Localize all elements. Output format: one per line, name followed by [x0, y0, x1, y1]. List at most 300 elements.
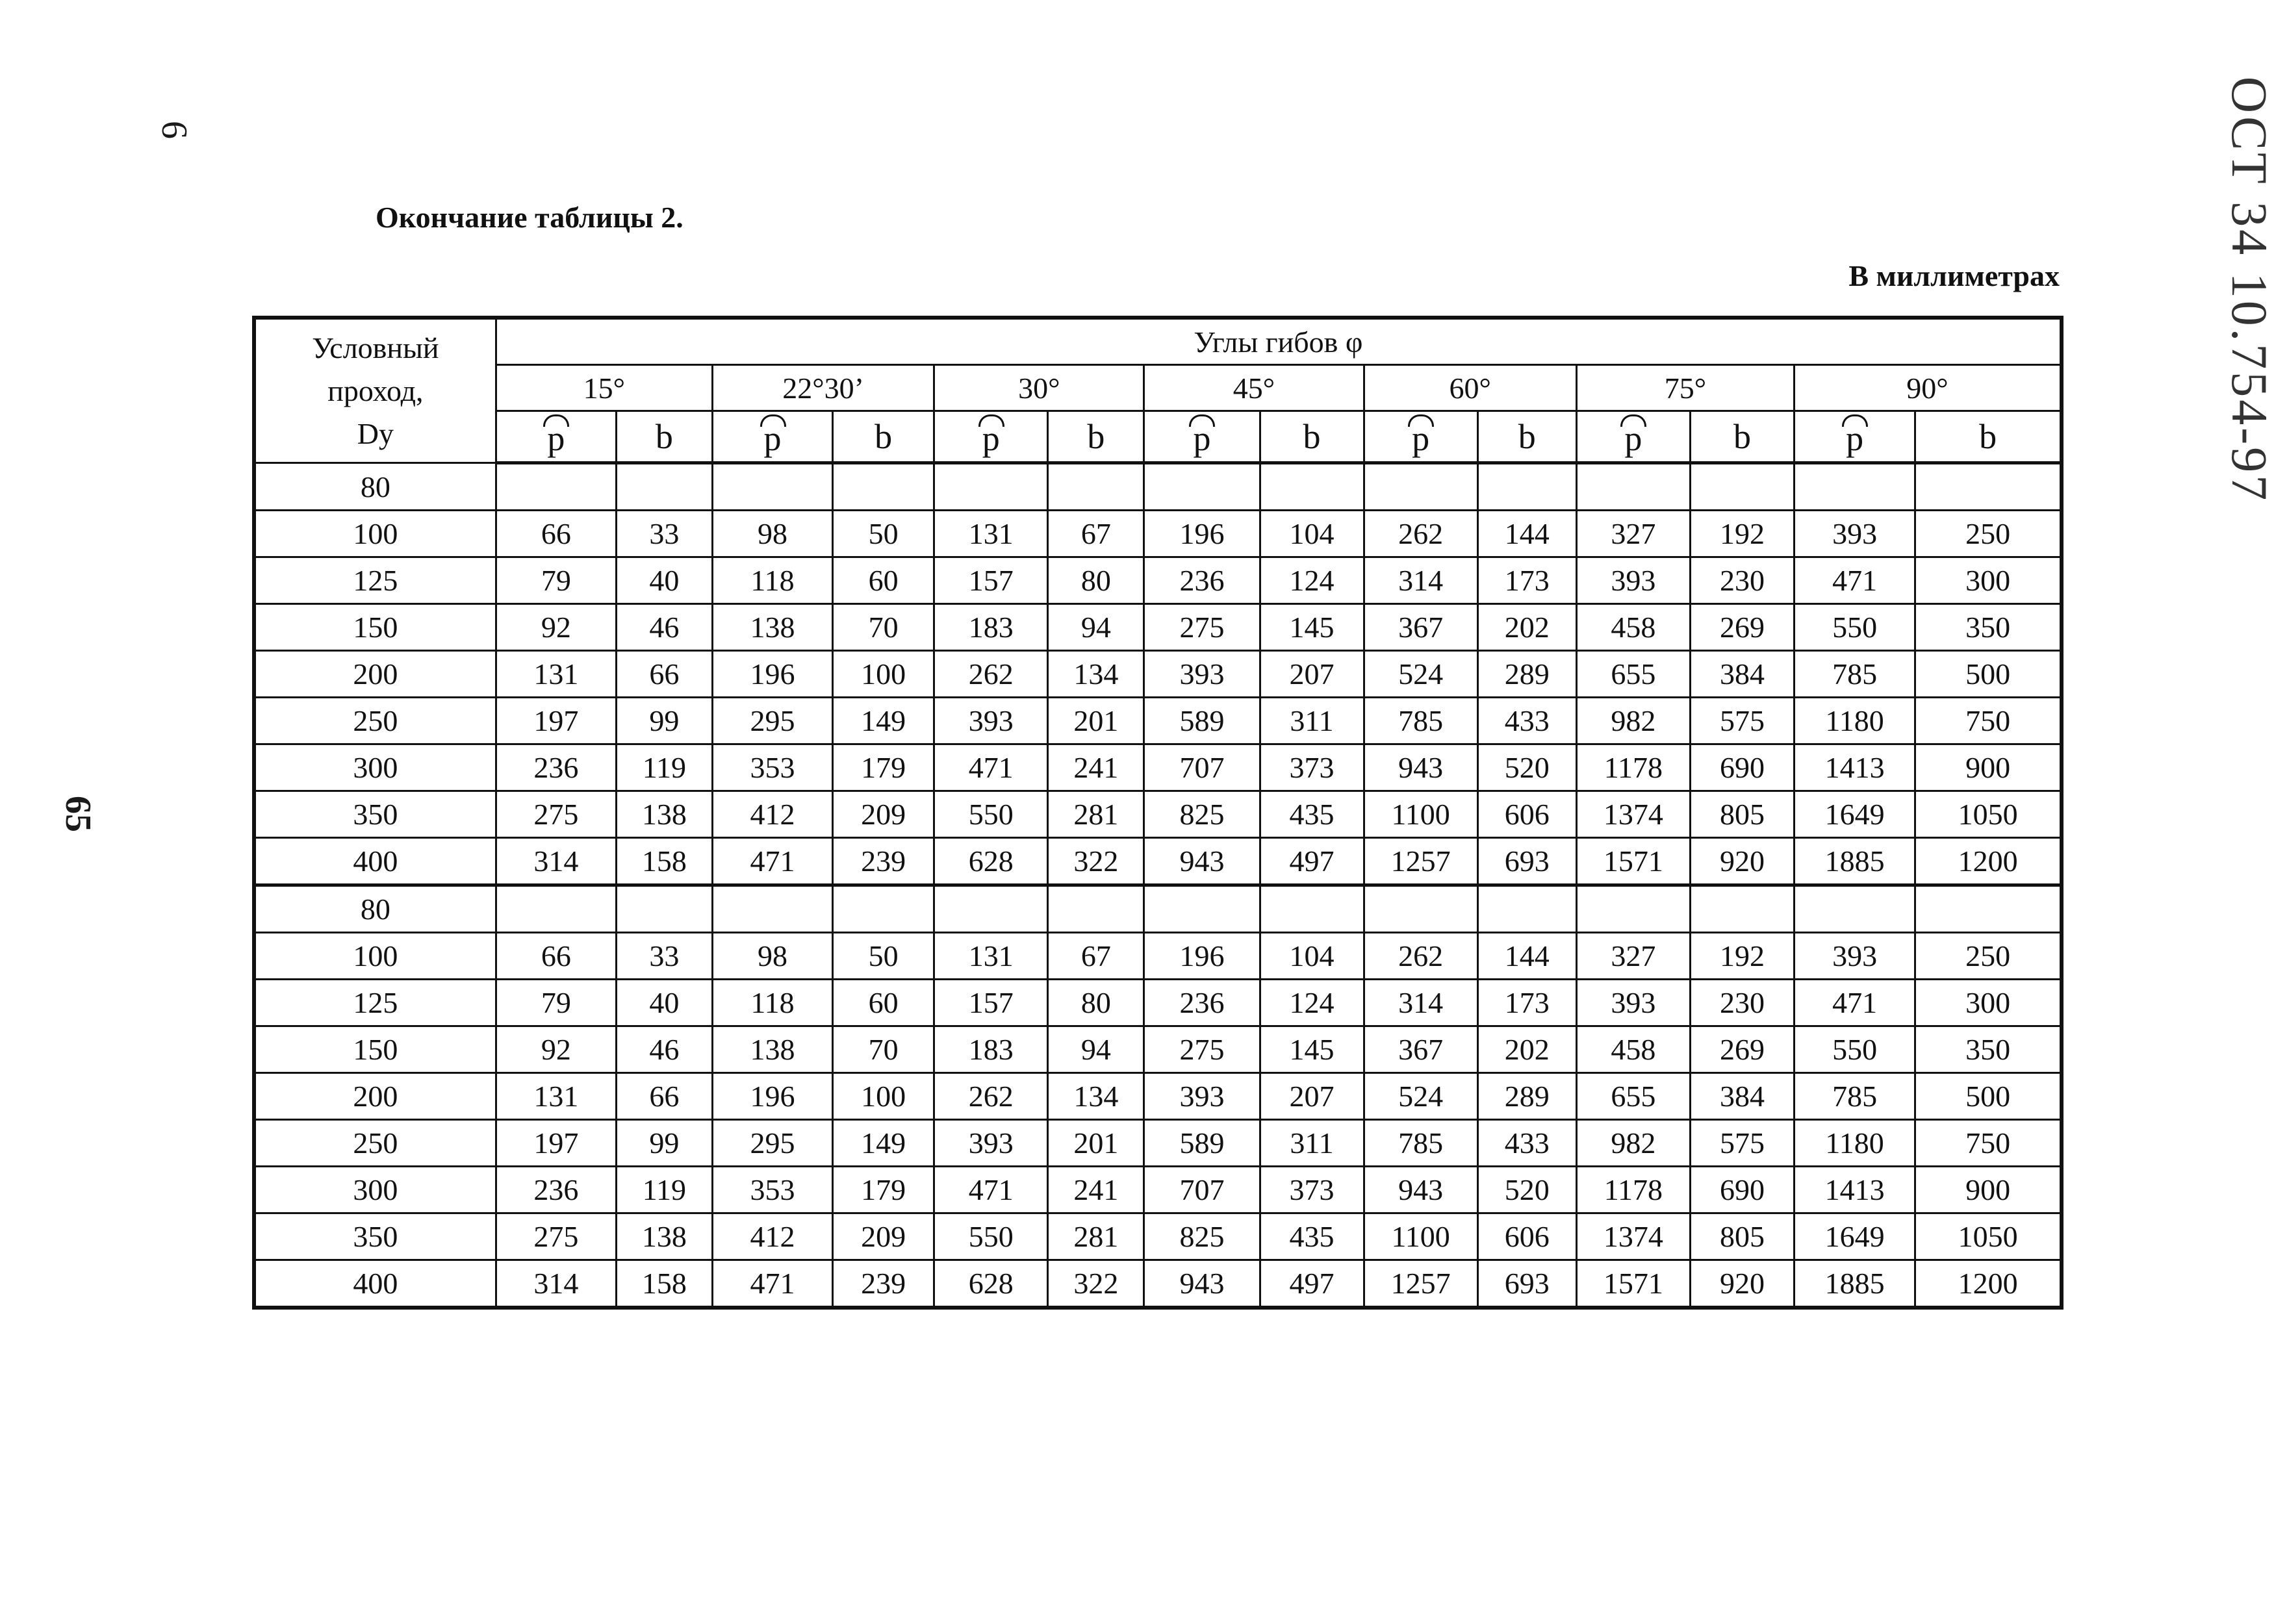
- b-value-cell: 241: [1048, 1167, 1144, 1213]
- dy-cell: 350: [254, 1213, 496, 1260]
- b-value-cell: 750: [1915, 698, 2062, 744]
- arc-length-value-cell: 471: [712, 838, 832, 885]
- table-row: [254, 1026, 2062, 1073]
- table-row: [254, 885, 2062, 933]
- table-row: [254, 651, 2062, 698]
- b-value-cell: 201: [1048, 1120, 1144, 1167]
- angle-header-cell: 75°: [1576, 365, 1794, 411]
- b-value-cell: 1050: [1915, 791, 2062, 838]
- arc-length-value-cell: 196: [712, 1073, 832, 1120]
- b-value-cell: 60: [833, 557, 934, 604]
- dy-cell: 400: [254, 838, 496, 885]
- arc-length-value-cell: 393: [1144, 1073, 1260, 1120]
- b-value-cell: 500: [1915, 651, 2062, 698]
- b-value-cell: 145: [1260, 604, 1364, 651]
- dy-cell: 80: [254, 463, 496, 511]
- b-value-cell: 350: [1915, 604, 2062, 651]
- arc-length-symbol: [1193, 414, 1210, 459]
- arc-length-value-cell: 157: [934, 557, 1048, 604]
- table-row: [254, 838, 2062, 885]
- b-value-cell: 1200: [1915, 838, 2062, 885]
- b-value-cell: 241: [1048, 744, 1144, 791]
- b-value-cell: 435: [1260, 791, 1364, 838]
- b-value-cell: 384: [1690, 651, 1794, 698]
- arc-length-value-cell: 131: [496, 1073, 616, 1120]
- arc-length-value-cell: 1257: [1364, 838, 1477, 885]
- dy-cell: 350: [254, 791, 496, 838]
- empty-cell: [1576, 885, 1690, 933]
- b-value-cell: 230: [1690, 557, 1794, 604]
- arc-length-value-cell: 471: [934, 1167, 1048, 1213]
- dy-header-line-3: Dy: [357, 416, 394, 450]
- arc-length-value-cell: 353: [712, 744, 832, 791]
- arc-length-value-cell: 1180: [1795, 698, 1915, 744]
- angle-header-cell: 30°: [934, 365, 1144, 411]
- arc-length-value-cell: 367: [1364, 604, 1477, 651]
- b-value-cell: 202: [1477, 1026, 1576, 1073]
- arc-length-value-cell: 1571: [1576, 1260, 1690, 1308]
- b-value-cell: 33: [616, 511, 712, 557]
- b-value-cell: 311: [1260, 1120, 1364, 1167]
- arc-length-value-cell: 412: [712, 791, 832, 838]
- arc-length-value-cell: 353: [712, 1167, 832, 1213]
- empty-cell: [1576, 463, 1690, 511]
- b-value-cell: 80: [1048, 557, 1144, 604]
- b-value-cell: 384: [1690, 1073, 1794, 1120]
- arc-length-value-cell: 825: [1144, 1213, 1260, 1260]
- arc-length-value-cell: 92: [496, 604, 616, 651]
- table-row: [254, 511, 2062, 557]
- b-value-cell: 500: [1915, 1073, 2062, 1120]
- empty-cell: [1477, 463, 1576, 511]
- b-value-cell: 46: [616, 604, 712, 651]
- b-value-cell: 575: [1690, 1120, 1794, 1167]
- header-row-angles-title: [254, 318, 2062, 365]
- empty-cell: [934, 463, 1048, 511]
- empty-cell: [616, 885, 712, 933]
- empty-cell: [1915, 885, 2062, 933]
- arc-length-value-cell: 183: [934, 1026, 1048, 1073]
- header-row-subcolumns: [254, 411, 2062, 463]
- table-row: [254, 1167, 2062, 1213]
- arc-length-value-cell: 589: [1144, 698, 1260, 744]
- arc-length-value-cell: 1413: [1795, 1167, 1915, 1213]
- arc-length-value-cell: 236: [1144, 557, 1260, 604]
- arc-length-value-cell: 98: [712, 933, 832, 980]
- b-value-cell: 300: [1915, 980, 2062, 1026]
- arc-length-value-cell: 393: [1795, 511, 1915, 557]
- table-row: [254, 604, 2062, 651]
- arc-length-symbol: [1412, 414, 1429, 459]
- b-value-cell: 94: [1048, 1026, 1144, 1073]
- arc-length-value-cell: 1374: [1576, 1213, 1690, 1260]
- arc-length-value-cell: 393: [1144, 651, 1260, 698]
- arc-length-value-cell: 471: [1795, 980, 1915, 1026]
- arc-mark-icon: [760, 414, 786, 427]
- arc-length-value-cell: 1649: [1795, 1213, 1915, 1260]
- arc-length-value-cell: 943: [1364, 744, 1477, 791]
- b-value-cell: 173: [1477, 557, 1576, 604]
- arc-length-value-cell: 157: [934, 980, 1048, 1026]
- arc-length-value-cell: 1180: [1795, 1120, 1915, 1167]
- arc-length-value-cell: 943: [1364, 1167, 1477, 1213]
- arc-mark-icon: [1408, 414, 1434, 427]
- b-value-cell: 805: [1690, 791, 1794, 838]
- b-value-cell: 202: [1477, 604, 1576, 651]
- empty-cell: [1915, 463, 2062, 511]
- b-value-cell: 250: [1915, 511, 2062, 557]
- b-value-cell: 250: [1915, 933, 2062, 980]
- arc-length-value-cell: 1649: [1795, 791, 1915, 838]
- table-row: [254, 698, 2062, 744]
- empty-cell: [496, 885, 616, 933]
- b-value-cell: 606: [1477, 791, 1576, 838]
- arc-length-value-cell: 471: [934, 744, 1048, 791]
- b-value-cell: 104: [1260, 511, 1364, 557]
- arc-length-value-cell: 1100: [1364, 791, 1477, 838]
- dy-cell: 300: [254, 744, 496, 791]
- b-value-cell: 66: [616, 1073, 712, 1120]
- arc-length-header-cell: [1576, 411, 1690, 463]
- arc-length-value-cell: 825: [1144, 791, 1260, 838]
- table-row: [254, 1260, 2062, 1308]
- b-header-cell: b: [1477, 411, 1576, 463]
- empty-cell: [1048, 885, 1144, 933]
- arc-mark-icon: [1189, 414, 1215, 427]
- arc-mark-icon: [978, 414, 1004, 427]
- arc-length-label: р: [982, 419, 1000, 458]
- arc-length-value-cell: 393: [1576, 557, 1690, 604]
- b-value-cell: 1200: [1915, 1260, 2062, 1308]
- dy-cell: 100: [254, 511, 496, 557]
- b-value-cell: 134: [1048, 1073, 1144, 1120]
- arc-length-value-cell: 275: [1144, 604, 1260, 651]
- arc-length-value-cell: 785: [1795, 1073, 1915, 1120]
- arc-length-header-cell: [934, 411, 1048, 463]
- b-value-cell: 179: [833, 744, 934, 791]
- b-header-cell: b: [1690, 411, 1794, 463]
- b-value-cell: 33: [616, 933, 712, 980]
- b-header-cell: b: [1260, 411, 1364, 463]
- b-value-cell: 149: [833, 1120, 934, 1167]
- arc-length-value-cell: 943: [1144, 1260, 1260, 1308]
- arc-length-value-cell: 275: [496, 1213, 616, 1260]
- arc-length-value-cell: 1413: [1795, 744, 1915, 791]
- b-value-cell: 179: [833, 1167, 934, 1213]
- arc-length-value-cell: 314: [1364, 980, 1477, 1026]
- empty-cell: [1690, 885, 1794, 933]
- b-value-cell: 60: [833, 980, 934, 1026]
- dy-cell: 100: [254, 933, 496, 980]
- dy-cell: 150: [254, 604, 496, 651]
- arc-length-value-cell: 589: [1144, 1120, 1260, 1167]
- arc-length-value-cell: 131: [934, 933, 1048, 980]
- b-value-cell: 207: [1260, 651, 1364, 698]
- b-value-cell: 158: [616, 838, 712, 885]
- arc-length-symbol: [982, 414, 1000, 459]
- b-value-cell: 289: [1477, 1073, 1576, 1120]
- b-value-cell: 350: [1915, 1026, 2062, 1073]
- b-value-cell: 99: [616, 698, 712, 744]
- table-row: [254, 463, 2062, 511]
- b-value-cell: 1050: [1915, 1213, 2062, 1260]
- b-value-cell: 497: [1260, 838, 1364, 885]
- arc-length-value-cell: 1100: [1364, 1213, 1477, 1260]
- empty-cell: [1048, 463, 1144, 511]
- b-value-cell: 145: [1260, 1026, 1364, 1073]
- b-value-cell: 435: [1260, 1213, 1364, 1260]
- arc-length-value-cell: 295: [712, 1120, 832, 1167]
- empty-cell: [1364, 885, 1477, 933]
- arc-length-value-cell: 295: [712, 698, 832, 744]
- dy-cell: 125: [254, 980, 496, 1026]
- arc-length-value-cell: 275: [496, 791, 616, 838]
- b-value-cell: 149: [833, 698, 934, 744]
- b-value-cell: 173: [1477, 980, 1576, 1026]
- arc-length-symbol: [764, 414, 782, 459]
- arc-length-value-cell: 262: [934, 651, 1048, 698]
- b-value-cell: 100: [833, 1073, 934, 1120]
- b-value-cell: 138: [616, 1213, 712, 1260]
- arc-length-value-cell: 236: [496, 1167, 616, 1213]
- b-value-cell: 520: [1477, 744, 1576, 791]
- b-value-cell: 40: [616, 557, 712, 604]
- dy-cell: 200: [254, 1073, 496, 1120]
- arc-length-value-cell: 197: [496, 1120, 616, 1167]
- document-code: ОСТ 34 10.754-97: [2221, 76, 2278, 503]
- arc-length-value-cell: 367: [1364, 1026, 1477, 1073]
- b-value-cell: 373: [1260, 1167, 1364, 1213]
- arc-length-value-cell: 1571: [1576, 838, 1690, 885]
- arc-length-value-cell: 138: [712, 604, 832, 651]
- arc-mark-icon: [1842, 414, 1868, 427]
- arc-length-label: р: [1412, 419, 1430, 458]
- units-note: В миллиметрах: [1848, 259, 2060, 292]
- b-value-cell: 690: [1690, 744, 1794, 791]
- arc-length-header-cell: [1144, 411, 1260, 463]
- arc-length-value-cell: 196: [1144, 511, 1260, 557]
- dy-cell: 150: [254, 1026, 496, 1073]
- b-value-cell: 289: [1477, 651, 1576, 698]
- arc-length-value-cell: 471: [1795, 557, 1915, 604]
- empty-cell: [833, 885, 934, 933]
- table-row: [254, 933, 2062, 980]
- bend-dimensions-table: [252, 316, 2063, 1310]
- arc-length-value-cell: 327: [1576, 511, 1690, 557]
- b-header-cell: b: [1048, 411, 1144, 463]
- arc-length-symbol: [1846, 414, 1863, 459]
- arc-length-value-cell: 131: [496, 651, 616, 698]
- b-value-cell: 67: [1048, 933, 1144, 980]
- arc-length-value-cell: 236: [1144, 980, 1260, 1026]
- table-row: [254, 980, 2062, 1026]
- b-value-cell: 67: [1048, 511, 1144, 557]
- b-value-cell: 900: [1915, 1167, 2062, 1213]
- b-value-cell: 497: [1260, 1260, 1364, 1308]
- b-value-cell: 433: [1477, 1120, 1576, 1167]
- arc-length-value-cell: 628: [934, 1260, 1048, 1308]
- b-value-cell: 46: [616, 1026, 712, 1073]
- dy-header-line-1: Условный: [312, 331, 439, 364]
- b-value-cell: 100: [833, 651, 934, 698]
- arc-length-value-cell: 471: [712, 1260, 832, 1308]
- b-value-cell: 311: [1260, 698, 1364, 744]
- empty-cell: [712, 463, 832, 511]
- arc-length-value-cell: 655: [1576, 1073, 1690, 1120]
- arc-length-value-cell: 655: [1576, 651, 1690, 698]
- b-value-cell: 119: [616, 1167, 712, 1213]
- arc-mark-icon: [543, 414, 569, 427]
- arc-length-value-cell: 393: [934, 1120, 1048, 1167]
- dy-cell: 200: [254, 651, 496, 698]
- arc-length-value-cell: 550: [934, 1213, 1048, 1260]
- empty-cell: [1144, 885, 1260, 933]
- b-header-cell: b: [1915, 411, 2062, 463]
- empty-cell: [712, 885, 832, 933]
- arc-length-value-cell: 550: [1795, 1026, 1915, 1073]
- dy-header-line-2: проход,: [327, 374, 424, 407]
- b-value-cell: 281: [1048, 1213, 1144, 1260]
- b-value-cell: 805: [1690, 1213, 1794, 1260]
- b-value-cell: 920: [1690, 1260, 1794, 1308]
- dy-cell: 125: [254, 557, 496, 604]
- b-value-cell: 281: [1048, 791, 1144, 838]
- arc-length-value-cell: 458: [1576, 604, 1690, 651]
- b-value-cell: 750: [1915, 1120, 2062, 1167]
- arc-length-value-cell: 943: [1144, 838, 1260, 885]
- arc-length-value-cell: 92: [496, 1026, 616, 1073]
- b-value-cell: 99: [616, 1120, 712, 1167]
- arc-length-header-cell: [1795, 411, 1915, 463]
- arc-length-value-cell: 785: [1795, 651, 1915, 698]
- empty-cell: [1364, 463, 1477, 511]
- arc-length-value-cell: 982: [1576, 698, 1690, 744]
- b-value-cell: 209: [833, 791, 934, 838]
- arc-length-value-cell: 524: [1364, 1073, 1477, 1120]
- arc-length-value-cell: 1374: [1576, 791, 1690, 838]
- table-row: [254, 557, 2062, 604]
- b-value-cell: 433: [1477, 698, 1576, 744]
- arc-length-value-cell: 314: [496, 1260, 616, 1308]
- arc-length-value-cell: 393: [934, 698, 1048, 744]
- arc-length-value-cell: 236: [496, 744, 616, 791]
- b-value-cell: 207: [1260, 1073, 1364, 1120]
- b-value-cell: 239: [833, 838, 934, 885]
- arc-length-value-cell: 707: [1144, 1167, 1260, 1213]
- empty-cell: [1795, 463, 1915, 511]
- arc-length-value-cell: 628: [934, 838, 1048, 885]
- b-value-cell: 322: [1048, 1260, 1144, 1308]
- empty-cell: [616, 463, 712, 511]
- arc-length-header-cell: [496, 411, 616, 463]
- b-value-cell: 520: [1477, 1167, 1576, 1213]
- b-value-cell: 70: [833, 604, 934, 651]
- dy-header-cell: [254, 318, 496, 463]
- arc-length-value-cell: 1257: [1364, 1260, 1477, 1308]
- b-value-cell: 138: [616, 791, 712, 838]
- arc-length-value-cell: 550: [1795, 604, 1915, 651]
- b-value-cell: 201: [1048, 698, 1144, 744]
- dy-cell: 250: [254, 698, 496, 744]
- arc-length-value-cell: 196: [712, 651, 832, 698]
- arc-length-label: р: [763, 419, 782, 458]
- arc-length-value-cell: 79: [496, 980, 616, 1026]
- b-value-cell: 300: [1915, 557, 2062, 604]
- arc-length-label: р: [547, 419, 565, 458]
- empty-cell: [1795, 885, 1915, 933]
- table-row: [254, 1120, 2062, 1167]
- b-value-cell: 40: [616, 980, 712, 1026]
- angle-header-cell: 22°30’: [712, 365, 934, 411]
- dy-cell: 300: [254, 1167, 496, 1213]
- b-value-cell: 322: [1048, 838, 1144, 885]
- table-row: [254, 791, 2062, 838]
- arc-length-value-cell: 458: [1576, 1026, 1690, 1073]
- arc-mark-icon: [1620, 414, 1646, 427]
- b-value-cell: 575: [1690, 698, 1794, 744]
- page-number: 65: [58, 796, 98, 832]
- arc-length-value-cell: 66: [496, 511, 616, 557]
- table-row: [254, 1213, 2062, 1260]
- empty-cell: [1260, 885, 1364, 933]
- arc-length-value-cell: 118: [712, 557, 832, 604]
- empty-cell: [833, 463, 934, 511]
- arc-length-label: р: [1624, 419, 1642, 458]
- arc-length-value-cell: 314: [496, 838, 616, 885]
- header-row-angles: [254, 365, 2062, 411]
- arc-length-value-cell: 393: [1576, 980, 1690, 1026]
- arc-length-value-cell: 98: [712, 511, 832, 557]
- arc-length-value-cell: 197: [496, 698, 616, 744]
- dy-cell: 400: [254, 1260, 496, 1308]
- empty-cell: [1260, 463, 1364, 511]
- b-value-cell: 50: [833, 511, 934, 557]
- arc-length-header-cell: [712, 411, 832, 463]
- arc-length-value-cell: 1885: [1795, 838, 1915, 885]
- b-value-cell: 104: [1260, 933, 1364, 980]
- b-value-cell: 230: [1690, 980, 1794, 1026]
- arc-length-value-cell: 785: [1364, 1120, 1477, 1167]
- arc-length-value-cell: 785: [1364, 698, 1477, 744]
- arc-length-header-cell: [1364, 411, 1477, 463]
- arc-length-label: р: [1193, 419, 1211, 458]
- b-value-cell: 158: [616, 1260, 712, 1308]
- arc-length-value-cell: 982: [1576, 1120, 1690, 1167]
- b-value-cell: 80: [1048, 980, 1144, 1026]
- arc-length-value-cell: 1885: [1795, 1260, 1915, 1308]
- arc-length-value-cell: 275: [1144, 1026, 1260, 1073]
- b-header-cell: b: [616, 411, 712, 463]
- arc-length-value-cell: 118: [712, 980, 832, 1026]
- arc-length-value-cell: 393: [1795, 933, 1915, 980]
- b-value-cell: 209: [833, 1213, 934, 1260]
- b-value-cell: 920: [1690, 838, 1794, 885]
- b-value-cell: 373: [1260, 744, 1364, 791]
- b-value-cell: 119: [616, 744, 712, 791]
- b-value-cell: 606: [1477, 1213, 1576, 1260]
- table-row: [254, 1073, 2062, 1120]
- arc-length-value-cell: 262: [1364, 511, 1477, 557]
- arc-length-value-cell: 1178: [1576, 744, 1690, 791]
- corner-page-number: 6: [154, 121, 194, 139]
- empty-cell: [1144, 463, 1260, 511]
- b-value-cell: 900: [1915, 744, 2062, 791]
- arc-length-value-cell: 183: [934, 604, 1048, 651]
- empty-cell: [496, 463, 616, 511]
- arc-length-value-cell: 707: [1144, 744, 1260, 791]
- b-value-cell: 94: [1048, 604, 1144, 651]
- table-row: [254, 744, 2062, 791]
